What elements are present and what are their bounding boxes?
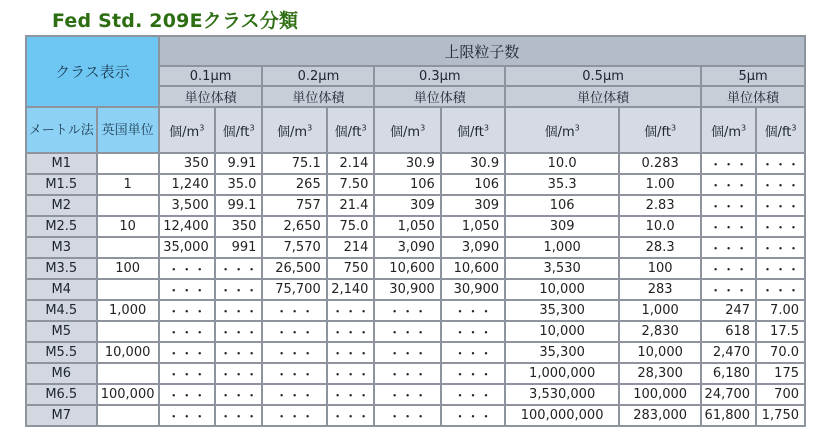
size-header: 0.3μm (374, 66, 505, 86)
unit-ft-header (441, 107, 505, 153)
value-cell: ・・・ (374, 363, 440, 384)
metric-class-cell: M3.5 (26, 258, 97, 279)
value-cell: 28.3 (619, 237, 701, 258)
value-cell: 6,180 (701, 363, 756, 384)
metric-class-cell: M4.5 (26, 300, 97, 321)
english-class-cell: 10,000 (97, 342, 159, 363)
value-cell: ・・・ (374, 342, 440, 363)
value-cell: 2,470 (701, 342, 756, 363)
value-cell: ・・・ (701, 237, 756, 258)
value-cell: ・・・ (159, 342, 215, 363)
value-cell: 1,050 (441, 216, 505, 237)
value-cell: ・・・ (215, 300, 263, 321)
value-cell: ・・・ (441, 363, 505, 384)
value-cell: 99.1 (215, 195, 263, 216)
value-cell: ・・・ (327, 405, 375, 426)
unit-exp: 3 (420, 123, 426, 133)
value-cell: 309 (441, 195, 505, 216)
value-cell: ・・・ (756, 216, 805, 237)
value-cell: ・・・ (701, 195, 756, 216)
value-cell: ・・・ (756, 237, 805, 258)
table-row (26, 195, 805, 216)
value-cell: ・・・ (215, 363, 263, 384)
english-class-cell: 1,000 (97, 300, 159, 321)
value-cell: 350 (215, 216, 263, 237)
value-cell: ・・・ (441, 321, 505, 342)
value-cell: 30,900 (441, 279, 505, 300)
unit-ft-header (756, 107, 805, 153)
english-class-cell (97, 321, 159, 342)
value-cell: 700 (756, 384, 805, 405)
value-cell: ・・・ (374, 321, 440, 342)
unit-m-header (374, 107, 440, 153)
unit-ft-label: 個/ft (764, 124, 792, 140)
unit-exp: 3 (249, 123, 255, 133)
value-cell: ・・・ (159, 279, 215, 300)
metric-class-cell: M1.5 (26, 174, 97, 195)
value-cell: ・・・ (701, 216, 756, 237)
unit-volume-header: 単位体積 (505, 86, 701, 107)
metric-class-cell: M1 (26, 153, 97, 174)
header-row-units (26, 107, 805, 153)
unit-ft-header (327, 107, 375, 153)
value-cell: 1,050 (374, 216, 440, 237)
unit-volume-header: 単位体積 (159, 86, 263, 107)
value-cell: 3,500 (159, 195, 215, 216)
size-header: 5μm (701, 66, 805, 86)
value-cell: 175 (756, 363, 805, 384)
value-cell: 35,300 (505, 300, 619, 321)
upper-limit-header: 上限粒子数 (159, 36, 805, 66)
value-cell: 265 (262, 174, 326, 195)
value-cell: ・・・ (701, 174, 756, 195)
value-cell: ・・・ (374, 384, 440, 405)
value-cell: 283,000 (619, 405, 701, 426)
value-cell: 1.00 (619, 174, 701, 195)
value-cell: 2,830 (619, 321, 701, 342)
value-cell: 247 (701, 300, 756, 321)
value-cell: ・・・ (159, 300, 215, 321)
english-class-cell (97, 153, 159, 174)
metric-class-cell: M7 (26, 405, 97, 426)
unit-m-header (701, 107, 756, 153)
value-cell: 35.0 (215, 174, 263, 195)
value-cell: ・・・ (327, 321, 375, 342)
value-cell: 2,650 (262, 216, 326, 237)
value-cell: ・・・ (701, 279, 756, 300)
value-cell: 106 (374, 174, 440, 195)
value-cell: ・・・ (159, 405, 215, 426)
english-class-cell (97, 363, 159, 384)
value-cell: 30.9 (441, 153, 505, 174)
value-cell: ・・・ (159, 384, 215, 405)
value-cell: 17.5 (756, 321, 805, 342)
table-row (26, 174, 805, 195)
page-title: Fed Std. 209Eクラス分類 (52, 10, 299, 32)
value-cell: 1,240 (159, 174, 215, 195)
table-row (26, 384, 805, 405)
value-cell: 3,530,000 (505, 384, 619, 405)
value-cell: ・・・ (701, 258, 756, 279)
metric-class-cell: M5.5 (26, 342, 97, 363)
value-cell: ・・・ (262, 405, 326, 426)
value-cell: ・・・ (756, 153, 805, 174)
header-row-1 (26, 36, 805, 66)
metric-class-cell: M2 (26, 195, 97, 216)
value-cell: ・・・ (215, 342, 263, 363)
unit-volume-header: 単位体積 (262, 86, 374, 107)
value-cell: 106 (505, 195, 619, 216)
value-cell: ・・・ (756, 279, 805, 300)
value-cell: 2,140 (327, 279, 375, 300)
table-row (26, 363, 805, 384)
value-cell: 3,090 (374, 237, 440, 258)
value-cell: 10,000 (619, 342, 701, 363)
unit-m-header (505, 107, 619, 153)
unit-m-header (262, 107, 326, 153)
unit-exp: 3 (791, 123, 797, 133)
unit-m-label: 個/m (390, 124, 421, 140)
value-cell: 7.50 (327, 174, 375, 195)
class-display-header: クラス表示 (26, 36, 159, 107)
value-cell: ・・・ (327, 342, 375, 363)
table-body (26, 36, 805, 426)
unit-exp: 3 (671, 123, 677, 133)
value-cell: 30.9 (374, 153, 440, 174)
value-cell: ・・・ (441, 342, 505, 363)
value-cell: 24,700 (701, 384, 756, 405)
value-cell: 75.0 (327, 216, 375, 237)
value-cell: 2.14 (327, 153, 375, 174)
table-row (26, 321, 805, 342)
unit-ft-label: 個/ft (222, 124, 250, 140)
table-row (26, 216, 805, 237)
value-cell: ・・・ (159, 363, 215, 384)
value-cell: ・・・ (756, 174, 805, 195)
metric-class-cell: M5 (26, 321, 97, 342)
value-cell: 991 (215, 237, 263, 258)
size-header: 0.2μm (262, 66, 374, 86)
value-cell: 283 (619, 279, 701, 300)
value-cell: 35.3 (505, 174, 619, 195)
value-cell: 35,300 (505, 342, 619, 363)
value-cell: 100 (619, 258, 701, 279)
value-cell: ・・・ (441, 405, 505, 426)
unit-exp: 3 (199, 123, 205, 133)
english-class-cell (97, 195, 159, 216)
value-cell: 9.91 (215, 153, 263, 174)
value-cell: ・・・ (441, 300, 505, 321)
metric-header: メートル法 (26, 107, 97, 153)
value-cell: ・・・ (262, 384, 326, 405)
metric-class-cell: M2.5 (26, 216, 97, 237)
unit-m-label: 個/m (711, 124, 742, 140)
value-cell: ・・・ (215, 258, 263, 279)
table-row (26, 153, 805, 174)
value-cell: 12,400 (159, 216, 215, 237)
value-cell: ・・・ (262, 300, 326, 321)
value-cell: ・・・ (215, 321, 263, 342)
size-header: 0.1μm (159, 66, 263, 86)
value-cell: 75.1 (262, 153, 326, 174)
value-cell: 21.4 (327, 195, 375, 216)
english-class-cell: 1 (97, 174, 159, 195)
value-cell: 10,000 (505, 279, 619, 300)
english-class-cell: 100 (97, 258, 159, 279)
value-cell: 309 (505, 216, 619, 237)
metric-class-cell: M3 (26, 237, 97, 258)
value-cell: ・・・ (756, 195, 805, 216)
english-class-cell: 10 (97, 216, 159, 237)
value-cell: ・・・ (159, 321, 215, 342)
value-cell: 618 (701, 321, 756, 342)
value-cell: ・・・ (756, 258, 805, 279)
value-cell: 350 (159, 153, 215, 174)
table-row (26, 405, 805, 426)
unit-ft-label: 個/ft (456, 124, 484, 140)
value-cell: ・・・ (374, 300, 440, 321)
value-cell: ・・・ (441, 384, 505, 405)
value-cell: 1,000 (619, 300, 701, 321)
unit-ft-label: 個/ft (644, 124, 671, 140)
value-cell: 10,000 (505, 321, 619, 342)
unit-volume-header: 単位体積 (701, 86, 805, 107)
value-cell: 75,700 (262, 279, 326, 300)
unit-exp: 3 (361, 123, 367, 133)
value-cell: ・・・ (327, 300, 375, 321)
value-cell: 100,000,000 (505, 405, 619, 426)
class-table (25, 35, 806, 427)
value-cell: 35,000 (159, 237, 215, 258)
value-cell: 3,530 (505, 258, 619, 279)
metric-class-cell: M6 (26, 363, 97, 384)
value-cell: ・・・ (262, 363, 326, 384)
value-cell: 0.283 (619, 153, 701, 174)
value-cell: ・・・ (701, 153, 756, 174)
unit-m-label: 個/m (169, 124, 200, 140)
value-cell: ・・・ (327, 384, 375, 405)
value-cell: ・・・ (262, 342, 326, 363)
metric-class-cell: M6.5 (26, 384, 97, 405)
value-cell: 30,900 (374, 279, 440, 300)
value-cell: ・・・ (215, 405, 263, 426)
unit-volume-header: 単位体積 (374, 86, 505, 107)
value-cell: 214 (327, 237, 375, 258)
english-class-cell (97, 405, 159, 426)
value-cell: 70.0 (756, 342, 805, 363)
value-cell: 61,800 (701, 405, 756, 426)
value-cell: ・・・ (215, 279, 263, 300)
value-cell: 3,090 (441, 237, 505, 258)
table-row (26, 279, 805, 300)
size-header: 0.5μm (505, 66, 701, 86)
english-class-cell (97, 279, 159, 300)
value-cell: 1,000,000 (505, 363, 619, 384)
value-cell: 10.0 (619, 216, 701, 237)
unit-ft-label: 個/ft (334, 124, 362, 140)
unit-exp: 3 (574, 123, 580, 133)
value-cell: 757 (262, 195, 326, 216)
value-cell: 1,000 (505, 237, 619, 258)
unit-exp: 3 (741, 123, 747, 133)
value-cell: 28,300 (619, 363, 701, 384)
table-row (26, 258, 805, 279)
value-cell: 10,600 (441, 258, 505, 279)
table-row (26, 237, 805, 258)
english-class-cell (97, 237, 159, 258)
english-header: 英国単位 (97, 107, 159, 153)
value-cell: 7.00 (756, 300, 805, 321)
unit-m-header (159, 107, 215, 153)
unit-exp: 3 (483, 123, 489, 133)
unit-m-label: 個/m (277, 124, 308, 140)
value-cell: 7,570 (262, 237, 326, 258)
unit-ft-header (215, 107, 263, 153)
value-cell: 750 (327, 258, 375, 279)
value-cell: ・・・ (374, 405, 440, 426)
value-cell: 309 (374, 195, 440, 216)
english-class-cell: 100,000 (97, 384, 159, 405)
value-cell: 100,000 (619, 384, 701, 405)
unit-ft-header (619, 107, 701, 153)
value-cell: 2.83 (619, 195, 701, 216)
value-cell: 26,500 (262, 258, 326, 279)
value-cell: 10.0 (505, 153, 619, 174)
unit-m-label: 個/m (544, 124, 575, 140)
value-cell: 106 (441, 174, 505, 195)
value-cell: ・・・ (215, 384, 263, 405)
table-row (26, 342, 805, 363)
value-cell: 1,750 (756, 405, 805, 426)
table-row (26, 300, 805, 321)
metric-class-cell: M4 (26, 279, 97, 300)
value-cell: 10,600 (374, 258, 440, 279)
value-cell: ・・・ (159, 258, 215, 279)
value-cell: ・・・ (262, 321, 326, 342)
value-cell: ・・・ (327, 363, 375, 384)
unit-exp: 3 (307, 123, 313, 133)
